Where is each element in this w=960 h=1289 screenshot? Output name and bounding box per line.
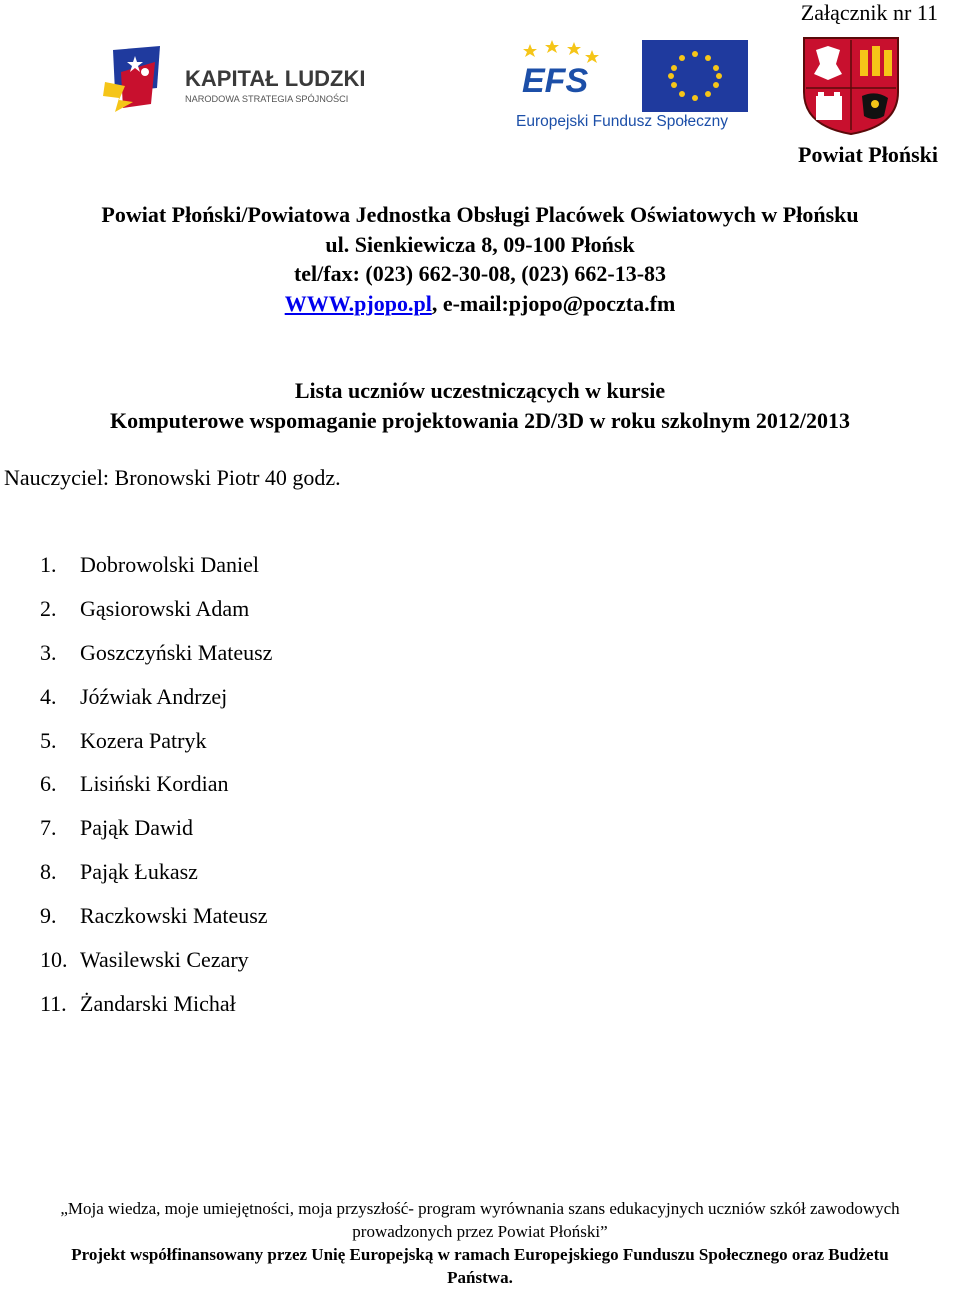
- kapital-ludzki-subtitle: NARODOWA STRATEGIA SPÓJNOŚCI: [185, 94, 349, 104]
- list-item-number: 3.: [40, 639, 57, 665]
- powiat-label: Powiat Płoński: [798, 142, 938, 167]
- list-item-number: 5.: [40, 727, 57, 753]
- efs-emblem-icon: [500, 30, 750, 135]
- list-item: [40, 901, 272, 945]
- powiat-crest-logo: [798, 34, 904, 136]
- email-text: , e-mail:pjopo@poczta.fm: [431, 290, 676, 316]
- efs-logo: [500, 30, 750, 135]
- program-name: „Moja wiedza, moje umiejętności, moja przyszłość- program wyrównania szans edukacyjnych uczniów szkół zawodowych: [60, 1199, 900, 1218]
- list-item-number: 6.: [40, 771, 57, 797]
- funding-note: Projekt współfinansowany przez Unię Europejską w ramach Europejskiego Funduszu Społecznego oraz Budżetu: [71, 1245, 889, 1264]
- student-name: Pająk Dawid: [80, 815, 194, 841]
- program-operator: prowadzonych przez Powiat Płoński”: [352, 1222, 608, 1241]
- teacher-info: Nauczyciel: Bronowski Piotr 40 godz.: [4, 465, 341, 490]
- document-title: [0, 376, 960, 436]
- student-name: Jóźwiak Andrzej: [80, 683, 228, 709]
- list-item-number: 11.: [40, 990, 67, 1016]
- student-name: Kozera Patryk: [80, 727, 207, 753]
- kapital-ludzki-logo: [85, 42, 415, 122]
- title-line-1: Lista uczniów uczestniczących w kursie: [294, 378, 666, 403]
- list-item-number: 4.: [40, 683, 57, 709]
- list-item-number: 1.: [40, 552, 57, 577]
- student-name: Lisiński Kordian: [80, 771, 229, 797]
- list-item-number: 9.: [40, 903, 57, 929]
- student-name: Żandarski Michał: [80, 990, 236, 1016]
- institution-name: Powiat Płoński/Powiatowa Jednostka Obsługi Placówek Oświatowych w Płońsku: [101, 202, 859, 227]
- efs-mark: EFS: [522, 62, 589, 100]
- student-list: [40, 550, 272, 1033]
- kapital-ludzki-emblem-icon: [85, 42, 415, 122]
- student-name: Gąsiorowski Adam: [80, 595, 250, 621]
- student-name: Raczkowski Mateusz: [80, 903, 268, 929]
- annex-label: Załącznik nr 11: [800, 0, 938, 25]
- institution-header: [0, 200, 960, 318]
- list-item: [40, 945, 272, 989]
- title-line-2: Komputerowe wspomaganie projektowania 2D/3D w roku szkolnym 2012/2013: [109, 408, 851, 433]
- eu-flag-icon: [642, 40, 748, 112]
- student-name: Pająk Łukasz: [80, 859, 198, 885]
- list-item: [40, 638, 272, 682]
- student-name: Goszczyński Mateusz: [80, 639, 273, 665]
- funding-note-end: Państwa.: [447, 1268, 513, 1287]
- kapital-ludzki-title: KAPITAŁ LUDZKI: [185, 66, 366, 91]
- institution-phone: tel/fax: (023) 662-30-08, (023) 662-13-83: [293, 261, 667, 286]
- student-name: Wasilewski Cezary: [80, 947, 249, 973]
- list-item-number: 8.: [40, 859, 57, 885]
- list-item: [40, 989, 272, 1033]
- list-item: [40, 726, 272, 770]
- list-item: [40, 550, 272, 594]
- list-item-number: 2.: [40, 595, 57, 621]
- institution-address: ul. Sienkiewicza 8, 09-100 Płońsk: [325, 231, 635, 257]
- coat-of-arms-icon: [798, 34, 904, 136]
- list-item: [40, 594, 272, 638]
- list-item: [40, 813, 272, 857]
- institution-contact: [0, 289, 960, 319]
- student-name: Dobrowolski Daniel: [80, 552, 260, 577]
- website-link[interactable]: WWW.pjopo.pl: [284, 290, 432, 316]
- list-item: [40, 682, 272, 726]
- efs-caption: Europejski Fundusz Społeczny: [516, 113, 728, 130]
- list-item-number: 10.: [40, 947, 68, 973]
- list-item: [40, 857, 272, 901]
- list-item: [40, 769, 272, 813]
- footer: [0, 1197, 960, 1289]
- list-item-number: 7.: [40, 815, 57, 841]
